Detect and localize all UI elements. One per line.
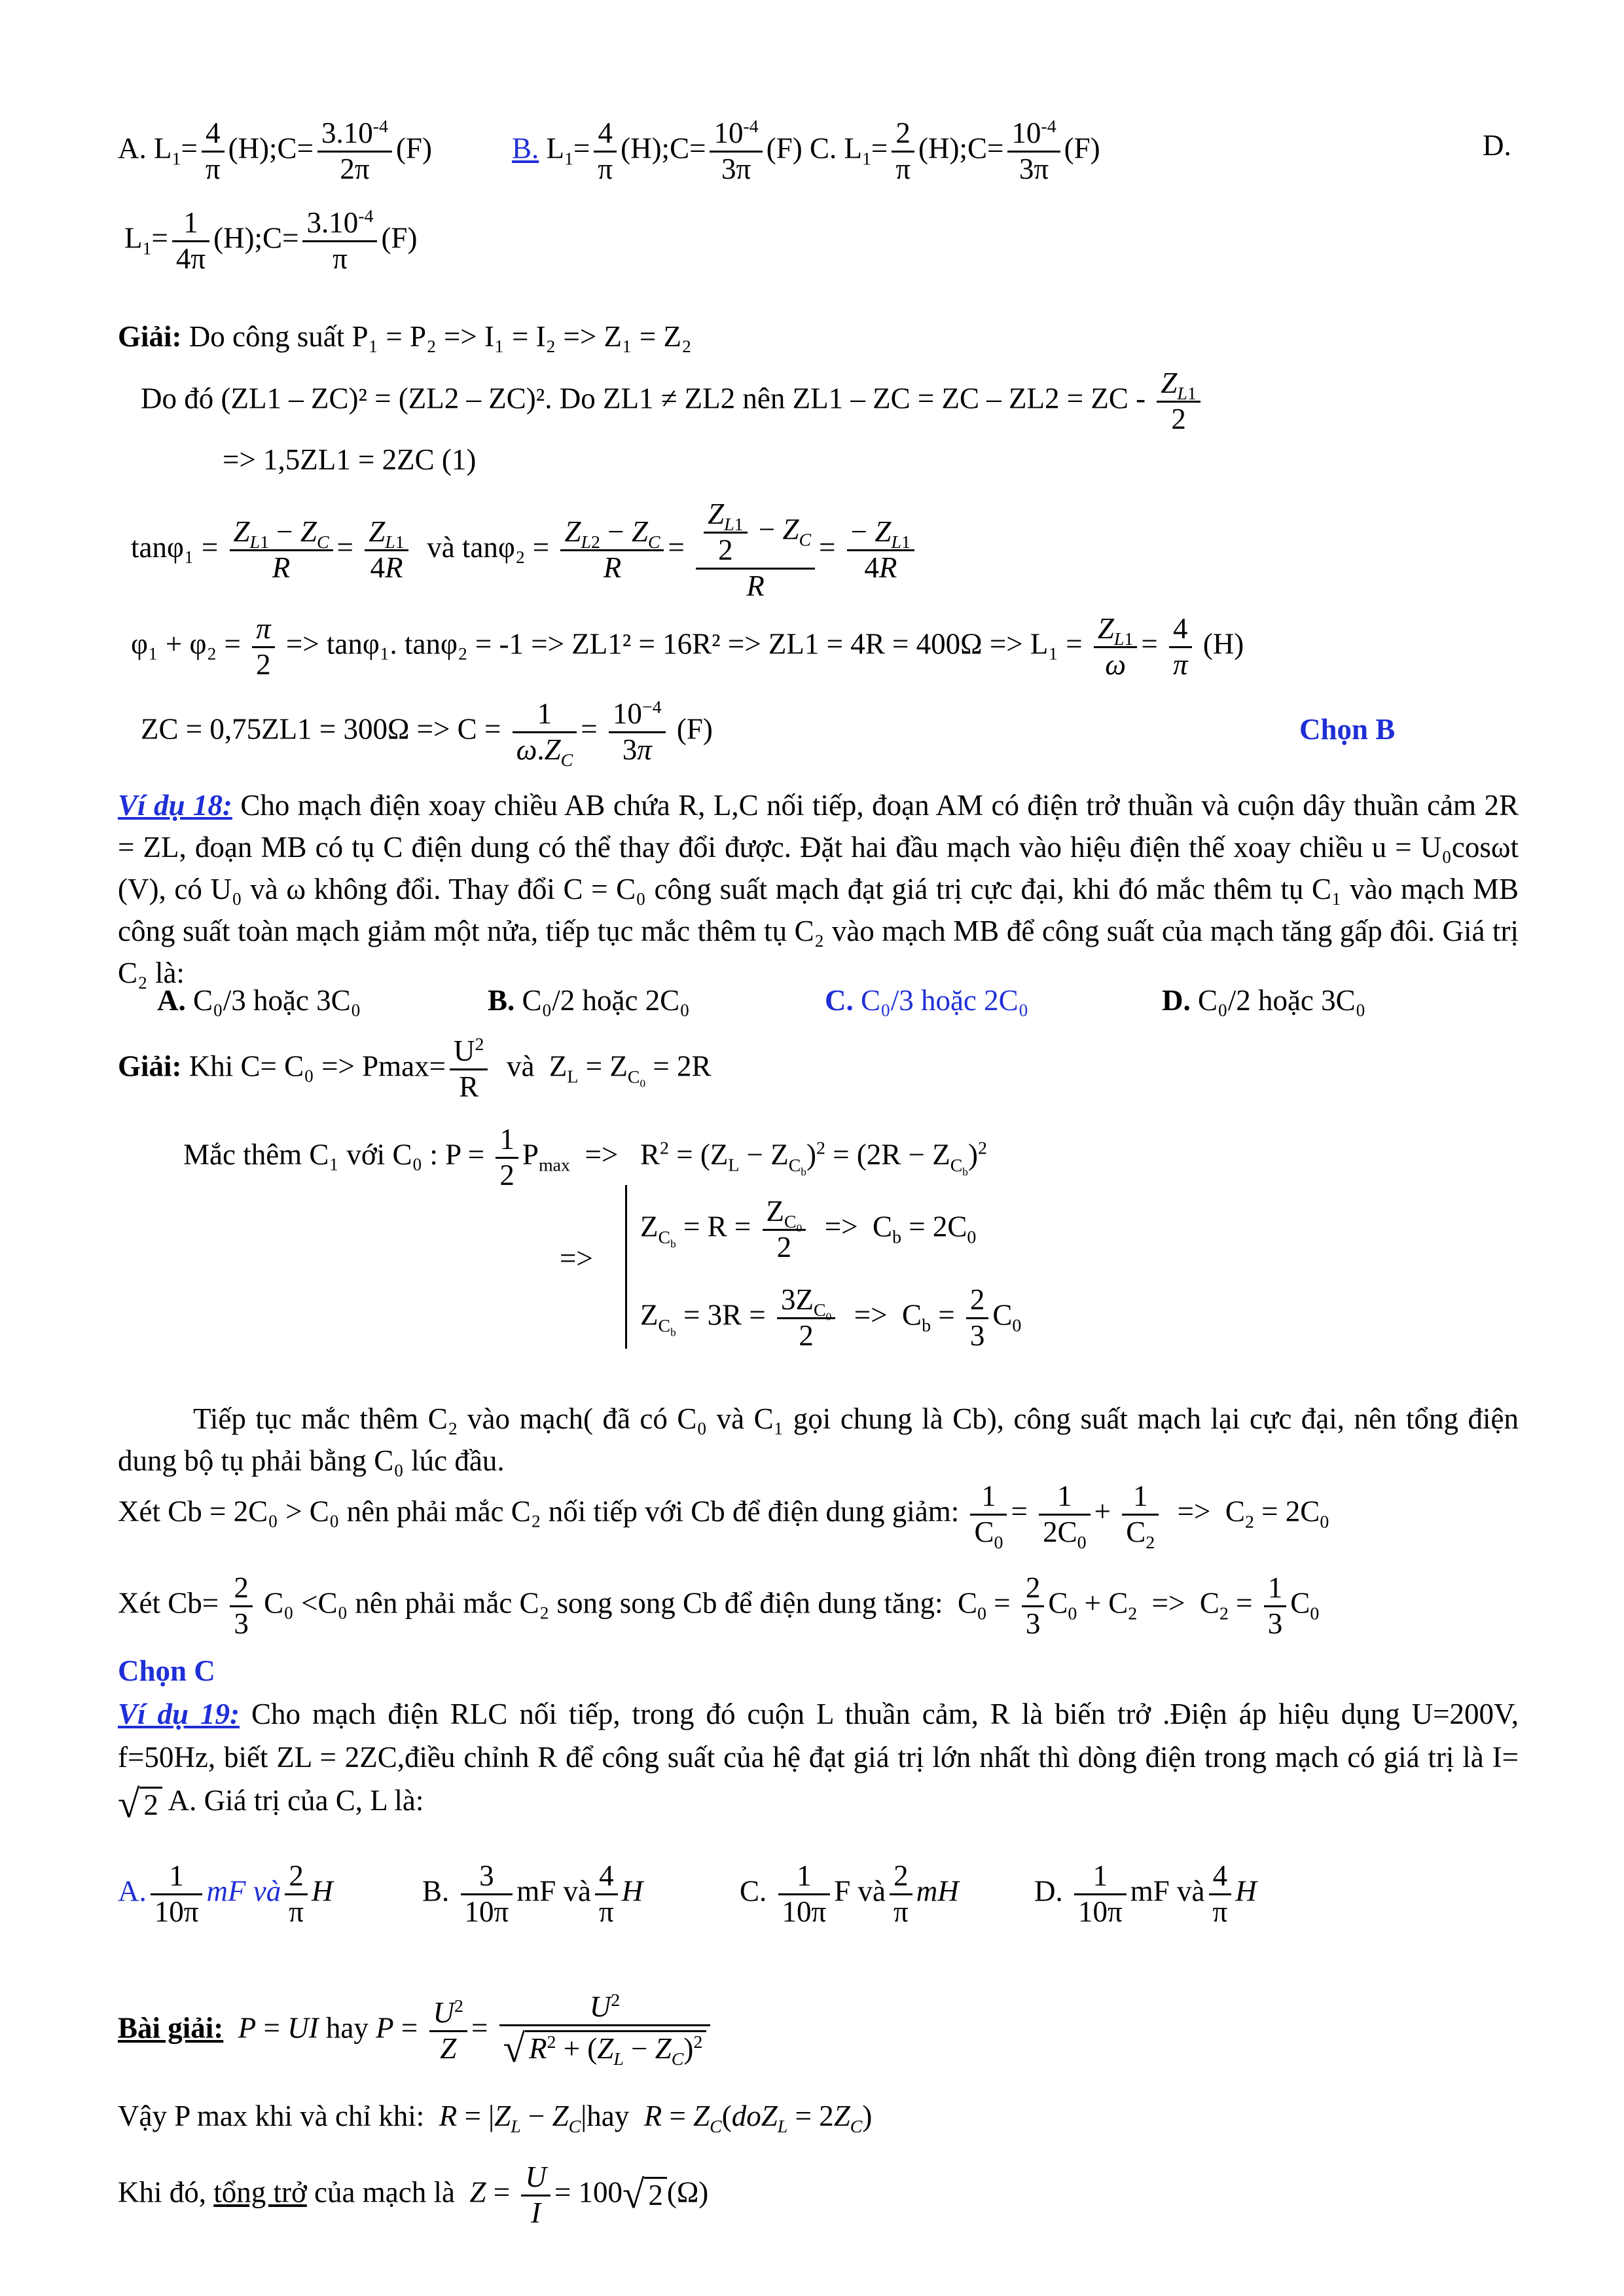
fraction: $\frac{Z_{L2} - Z_C}{R}$: [560, 515, 664, 585]
fraction: $\frac{3.10^{-4}}{\pi}$: [302, 206, 377, 276]
fraction: $\frac{10^{-4}}{3\pi}$: [1007, 117, 1060, 187]
fraction: $\frac{U}{I}$: [521, 2160, 550, 2231]
fraction: $\frac{- Z_{L1}}{4R}$: [847, 515, 914, 585]
option-d: D. $\frac{1}{10\pi}$ mF và $\frac{4}{\pi}$ H: [1034, 1859, 1257, 1928]
solution-18-case-parallel: Xét Cb= $\frac{2}{3}$ C₀ <C₀ nên phải mắc C₂ song song Cb để điện dung tăng: $C_0$ = $\frac{2}{3}$ $C_0 + C_2 => C_2$ = $\frac{1}{3}$ $C_0$: [118, 1571, 1320, 1640]
system-brace: [625, 1185, 627, 1349]
fraction: $\frac{Z_{L1} - Z_C}{R}$: [230, 515, 333, 585]
fraction: $\frac{4}{\pi}$: [202, 117, 225, 187]
fraction: $\frac{1}{4\pi}$: [172, 206, 209, 276]
fraction: $\frac{U^2}{√ R^2 + (Z_L - Z_C)^2}$: [499, 1990, 711, 2072]
fraction: $\frac{1}{3}$: [1264, 1571, 1287, 1641]
fraction: $\frac{10^{-4}}{3\pi}$: [609, 697, 666, 767]
solution-19-line-3: Khi đó, tổng trở của mạch là Z = $\frac{U}{I}$ = 100√ 2 (Ω): [118, 2160, 709, 2229]
example-19: Ví dụ 19: Cho mạch điện RLC nối tiếp, trong đó cuộn L thuần cảm, R là biến trở .Điện áp hiệu dụng U=200V, f=50Hz, biết ZL = 2ZC,điều chỉnh R để công suất của hệ đạt giá trị lớn nhất thì dòng điện trong mạch có giá trị là I=√ 2 A. Giá trị của C, L là:: [118, 1698, 1519, 1827]
option-c: C. $\frac{1}{10\pi}$ F và $\frac{2}{\pi}$ mH: [740, 1859, 959, 1928]
system-case-2: $Z_{C_b} = 3R$ = $\frac{3Z_{C_0}}{2}$ => $C_b$ = $\frac{2}{3}$ $C_0$: [640, 1283, 1022, 1352]
solution-tan-line: tanφ₁ = $\frac{Z_{L1} - Z_C}{R}$ = $\frac{Z_{L1}}{4R}$ và tanφ₂ = $\frac{Z_{L2} - Z_C}{R}$ = $\frac{Z_{L1}}{2}$ − $Z_C$ R = $\frac{- Z_{L1}}{4R}$: [131, 498, 918, 603]
solution-18-line-2: Mắc thêm C₁ với C₀ : P = $\frac{1}{2}$ $P_{max} => R^2 = (Z_L - Z_{C_b})^2 = (2R - Z_{C_b})^2$: [183, 1123, 987, 1192]
fraction: $\frac{2}{3}$: [230, 1571, 253, 1641]
system-case-1: $Z_{C_b} = R$ = $\frac{Z_{C_0}}{2}$ => $C_b = 2C_0$: [640, 1195, 977, 1264]
example-18: Ví dụ 18: Cho mạch điện xoay chiều AB chứa R, L,C nối tiếp, đoạn AM có điện trở thuần và cuộn dây thuần cảm 2R = ZL, đoạn MB có tụ C điện dung có thể thay đổi được. Đặt hai đầu mạch vào hiệu điện thế xoay chiều u = U₀cosωt (V), có U₀ và ω không đổi. Thay đổi C = C₀ công suất mạch đạt giá trị cực đại, khi đó mắc thêm tụ C₁ vào mạch MB công suất toàn mạch giảm một nửa, tiếp tục mắc thêm tụ C₂ vào mạch MB để công suất của mạch tăng gấp đôi. Giá trị C₂ là:: [118, 789, 1519, 989]
solution-line-2: Do đó (ZL1 – ZC)² = (ZL2 – ZC)². Do ZL1 ≠ ZL2 nên ZL1 – ZC = ZC – ZL2 = ZC - $\frac{Z_{L1}}{2}$: [141, 367, 1204, 437]
fraction: $\frac{4}{\pi}$: [594, 117, 617, 187]
solution-18-paragraph: Tiếp tục mắc thêm C₂ vào mạch( đã có C₀ và C₁ gọi chung là Cb), công suất mạch lại cực đại, nên tổng điện dung bộ tụ phải bằng C₀ lúc đầu.: [118, 1402, 1519, 1477]
sqrt-2: √ 2: [118, 1780, 162, 1827]
fraction: $\frac{1}{2C_0}$: [1039, 1480, 1090, 1550]
prev-option-d: $L_1=$ $\frac{1}{4\pi}$ (H);C= $\frac{3.10^{-4}}{\pi}$ (F): [124, 206, 418, 275]
solution-19-line-1: Bài giải: P = UI hay P = $\frac{U^2}{Z}$ = $\frac{U^2}{√ R^2 + (Z_L - Z_C)^2}$: [118, 1990, 714, 2072]
fraction: $\frac{Z_{L1}}{\omega}$: [1094, 612, 1138, 682]
answer-choose-b: Chọn B: [1299, 713, 1396, 746]
fraction: $\frac{4}{\pi}$: [1169, 612, 1192, 682]
fraction: $\frac{3.10^{-4}}{2\pi}$: [317, 117, 392, 187]
solution-c-line: ZC = 0,75ZL1 = 300Ω => C = $\frac{1}{\omega.Z_C}$ = $\frac{10^{-4}}{3\pi}$ (F): [141, 697, 713, 771]
fraction: $\frac{2}{3}$: [1022, 1571, 1045, 1641]
fraction: $\frac{Z_{L1}}{2}$ − $Z_C$ R: [696, 498, 815, 603]
solution-18-case-series: Xét Cb = 2C₀ > C₀ nên phải mắc C₂ nối tiếp với Cb để điện dung giảm: $\frac{1}{C_0}$ = $\frac{1}{2C_0}$ + $\frac{1}{C_2}$ => $C_2 = 2C_0$: [118, 1480, 1329, 1553]
fraction: $\frac{10^{-4}}{3\pi}$: [710, 117, 762, 187]
fraction: $\frac{1}{\omega.Z_C}$: [513, 697, 577, 767]
fraction: $\frac{Z_{L1}}{2}$: [1157, 367, 1200, 437]
prev-option-d-label: D.: [1483, 129, 1511, 162]
fraction: $\frac{\pi}{2}$: [252, 612, 275, 682]
prev-option-b: B. $L_1=$ $\frac{4}{\pi}$ (H);C= $\frac{10^{-4}}{3\pi}$ (F) C. $L_1=$ $\frac{2}{\pi}$ (H);C= $\frac{10^{-4}}{3\pi}$ (F): [512, 117, 1100, 185]
fraction: $\frac{2}{3}$: [966, 1283, 989, 1353]
prev-option-a: A. $L_1=$ $\frac{4}{\pi}$ (H);C= $\frac{3.10^{-4}}{2\pi}$ (F): [118, 117, 432, 185]
answer-choose-c: Chọn C: [118, 1654, 215, 1687]
fraction: $\frac{2}{\pi}$: [892, 117, 914, 187]
option-b: B. $\frac{3}{10\pi}$ mF và $\frac{4}{\pi}$ H: [422, 1859, 643, 1928]
fraction: $\frac{1}{2}$: [496, 1123, 518, 1193]
fraction: $\frac{U^2}{R}$: [450, 1034, 488, 1104]
solution-18-line-1: Giải: Khi C= C₀ => Pmax= $\frac{U^2}{R}$ và $Z_L = Z_{C_0} = 2R$: [118, 1034, 712, 1103]
fraction: $\frac{1}{C_0}$: [970, 1480, 1007, 1550]
solution-19-line-2: Vậy P max khi và chỉ khi: $R = |Z_L - Z_C|hay$ $R = Z_C(doZ_L = 2Z_C)$: [118, 2100, 873, 2137]
fraction: $\frac{Z_{C_0}}{2}$: [763, 1195, 806, 1265]
fraction: $\frac{U^2}{Z}$: [429, 1996, 467, 2066]
option-a: A. $\frac{1}{10\pi}$ mF và $\frac{2}{\pi}$ H: [118, 1859, 333, 1928]
solution-line-3: => 1,5ZL1 = 2ZC (1): [223, 443, 477, 476]
solution-18-arrow: =>: [560, 1242, 593, 1275]
solution-phi-line: φ₁ + φ₂ = $\frac{\pi}{2}$ => tanφ₁. tanφ₂ = -1 => ZL1² = 16R² => ZL1 = 4R = 400Ω => L₁ = $\frac{Z_{L1}}{\omega}$ = $\frac{4}{\pi}$ (H): [131, 612, 1244, 681]
solution-line-1: Giải: Do công suất P₁ = P₂ => I₁ = I₂ => Z₁ = Z₂: [118, 320, 692, 353]
fraction: $\frac{3Z_{C_0}}{2}$: [777, 1283, 835, 1353]
fraction: $\frac{Z_{L1}}{4R}$: [365, 515, 408, 585]
fraction: $\frac{1}{C_2}$: [1122, 1480, 1159, 1550]
